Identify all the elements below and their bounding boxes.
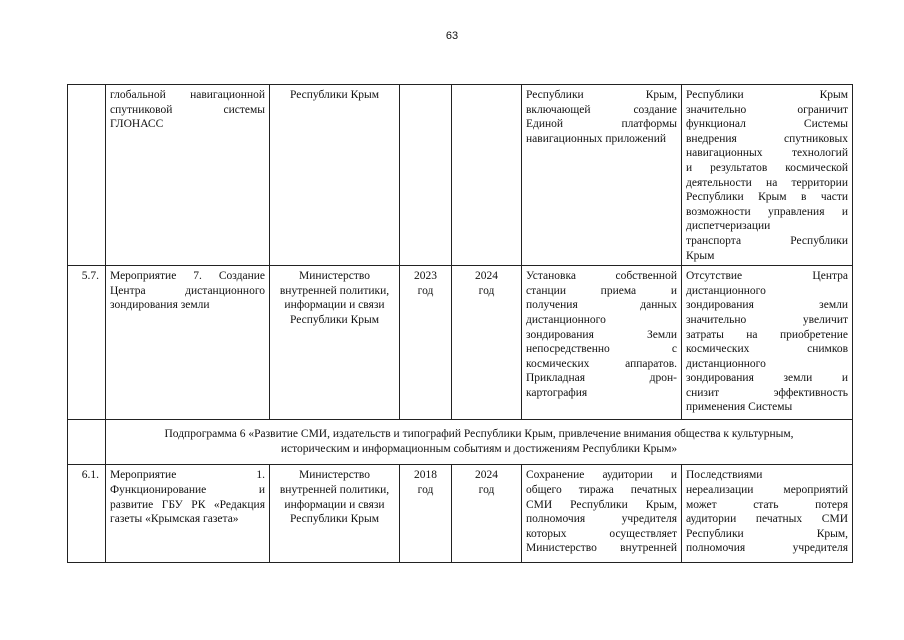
responsible-text-line: Министерство [299,469,370,482]
event-text-line: Мероприятие 7. Создание [110,270,265,283]
event-cell [106,85,270,266]
consequences-text-line: аудитории печатных СМИ [686,513,848,526]
consequences-text-line: деятельности на территории [686,176,848,189]
subprogram-title-line: Подпрограмма 6 «Развитие СМИ, издательств и типографий Республики Крым, привлечение внимания общества к культурным, [164,428,794,441]
consequences-text-line: космических снимков [686,343,848,356]
consequences-text-line: затраты на приобретение [686,328,848,341]
end-year-unit: год [478,284,495,297]
consequences-cell [682,465,853,563]
event-text-line: Функционирование и [110,483,265,496]
result-text-line: станции приема и [526,284,677,297]
start-year-cell [400,266,452,420]
end-year-text: 2024 [475,270,498,283]
start-year-unit: год [417,284,434,297]
consequences-text-line: Отсутствие Центра [686,270,848,283]
responsible-cell [270,266,400,420]
consequences-text-line: возможности управления и [686,205,848,218]
consequences-text-line: функционал Системы [686,118,848,131]
subprogram-title [106,420,853,465]
start-year-text: 2018 [414,469,437,482]
result-text-line: Министерство внутренней [526,542,677,555]
result-text-line: полномочия учредителя [526,513,677,526]
end-year-cell [452,85,522,266]
event-text-line: глобальной навигационной [110,89,265,101]
result-text-line: получения данных [526,299,677,312]
consequences-text-line: значительно увеличит [686,313,848,326]
row-number-cell: 6.1. [68,465,106,563]
consequences-text-line: значительно ограничит [686,103,848,116]
result-cell [522,266,682,420]
consequences-text-line: Республики Крым в части [686,191,848,204]
event-text-line: Центра дистанционного [110,284,265,297]
event-cell [106,465,270,563]
result-text-line: Республики Крым, [526,89,677,101]
table-row [68,465,853,563]
result-text-line: которых осуществляет [526,527,677,540]
subprogram-title-line: историческим и информационным событиям и достижениям Республики Крым» [280,442,678,455]
consequences-text-line: и результатов космической [686,161,848,174]
event-text-line: зондирования земли [110,299,210,312]
event-text-line: газеты «Крымская газета» [110,513,239,526]
result-text-line: зондирования Земли [526,328,677,341]
start-year-text: 2023 [414,270,437,283]
result-text-line: Установка собственной [526,270,677,283]
responsible-text-line: внутренней политики, [279,284,390,297]
event-text-line: спутниковой системы [110,103,265,116]
table-row [68,85,853,266]
result-cell [522,465,682,563]
row-number-cell: 5.7. [68,266,106,420]
responsible-text-line: Министерство [299,270,370,283]
result-text-line: картография [526,386,588,399]
consequences-text-line: Республики Крым [686,89,848,101]
event-text-line: Мероприятие 1. [110,469,265,482]
row-number-cell [68,85,106,266]
responsible-text-line: внутренней политики, [279,483,390,496]
responsible-text-line: Республики Крым [290,89,379,101]
consequences-text-line: навигационных технологий [686,147,848,160]
responsible-text-line: Республики Крым [290,313,379,326]
end-year-cell [452,465,522,563]
page-number: 63 [445,30,459,42]
consequences-text-line: внедрения спутниковых [686,132,848,145]
result-text-line: включающей создание [526,103,677,116]
start-year-unit: год [417,483,434,496]
consequences-text-line: Последствиями [686,469,763,482]
consequences-text-line: полномочия учредителя [686,542,848,555]
consequences-text-line: дистанционного [686,357,766,370]
end-year-unit: год [478,483,495,496]
consequences-text-line: диспетчеризации [686,220,771,233]
result-text-line: космических аппаратов. [526,357,677,370]
consequences-text-line: Республики Крым, [686,527,848,540]
consequences-text-line: Крым [686,249,715,262]
consequences-text-line: зондирования земли [686,299,848,312]
result-text-line: непосредственно с [526,343,677,356]
result-text-line: навигационных приложений [526,132,667,145]
start-year-cell [400,85,452,266]
consequences-text-line: применения Системы [686,401,793,414]
consequences-cell [682,85,853,266]
result-text-line: Сохранение аудитории и [526,469,677,482]
event-text-line: развитие ГБУ РК «Редакция [110,498,265,511]
result-text-line: Прикладная дрон- [526,372,677,385]
row-number-cell [68,420,106,465]
consequences-text-line: может стать потеря [686,498,848,511]
consequences-text-line: транспорта Республики [686,234,848,247]
consequences-text-line: дистанционного [686,284,766,297]
consequences-text-line: снизит эффективность [686,386,848,399]
consequences-text-line: зондирования земли и [686,372,848,385]
responsible-text-line: Республики Крым [290,513,379,526]
result-text-line: Единой платформы [526,118,677,131]
start-year-cell [400,465,452,563]
event-cell [106,266,270,420]
end-year-text: 2024 [475,469,498,482]
result-text-line: СМИ Республики Крым, [526,498,677,511]
result-text-line: общего тиража печатных [526,483,677,496]
consequences-cell [682,266,853,420]
subprogram-header-row [68,420,853,465]
program-activities-table [67,84,853,563]
responsible-cell [270,85,400,266]
responsible-cell [270,465,400,563]
responsible-text-line: информации и связи [284,498,385,511]
responsible-text-line: информации и связи [284,299,385,312]
result-text-line: дистанционного [526,313,606,326]
end-year-cell [452,266,522,420]
result-cell [522,85,682,266]
event-text-line: ГЛОНАСС [110,118,164,131]
table-row [68,266,853,420]
consequences-text-line: нереализации мероприятий [686,483,848,496]
